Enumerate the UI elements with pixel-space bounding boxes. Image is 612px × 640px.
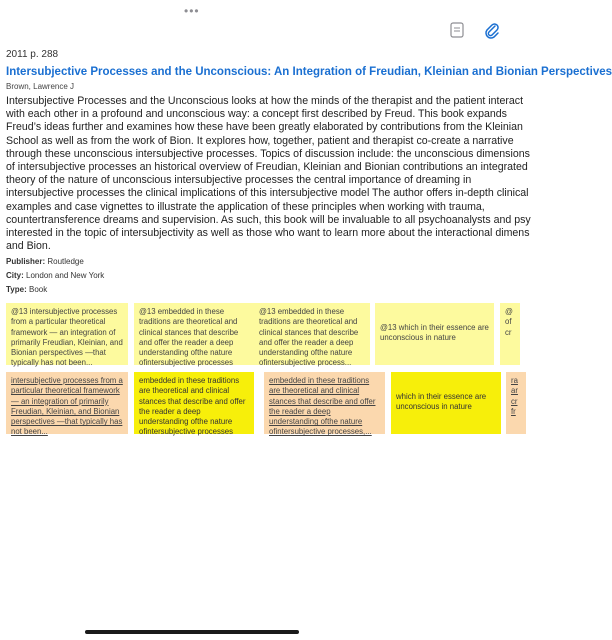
entry-author: Brown, Lawrence J bbox=[6, 82, 75, 91]
abstract-line: School as well as from the work of Bion. It explores how, together, patient and therapist co-create a narrative bbox=[6, 134, 514, 147]
paperclip-icon[interactable] bbox=[484, 22, 500, 45]
type-value: Book bbox=[28, 285, 48, 294]
abstract-line: Intersubjective Processes and the Unconscious looks at how the minds of the therapist and the patient interact bbox=[6, 95, 524, 107]
year-pages: 2011 p. 288 bbox=[6, 49, 59, 60]
abstract-line: through these unconscious intersubjective processes. Topics of discussion include: the unconscious dimensions bbox=[6, 147, 530, 160]
abstract-line: intersubjective processes the clinical implications of this intersubjective model The author offers in-depth clinical bbox=[6, 187, 529, 200]
highlight-card[interactable]: embedded in these traditions are theoretical and clinical stances that describe and offer the reader a deep understanding ofthe nature ofintersubjective processes,... bbox=[264, 372, 385, 434]
annotation-card[interactable]: @ of cr bbox=[500, 303, 520, 365]
abstract-line: with each other in a profound and unconscious way: a concept first described by Freud. This book expands bbox=[6, 108, 507, 121]
abstract-line: Freud’s ideas further and examines how these have been greatly elaborated by contributions from the Kleinian bbox=[6, 121, 523, 134]
highlight-card[interactable]: intersubjective processes from a particular theoretical framework — an integration of primarily Freudian, Kleinian, and Bionian perspectives —that typically has not been... bbox=[6, 372, 128, 434]
abstract-line: interested in the topic of intersubjectivity as well as those who want to learn more about the interactional dimens bbox=[6, 227, 530, 240]
note-icon[interactable] bbox=[450, 22, 464, 43]
highlight-card[interactable]: embedded in these traditions are theoretical and clinical stances that describe and offer the reader a deep understanding ofthe nature ofintersubjective processes bbox=[134, 372, 254, 434]
city-label: City: bbox=[6, 271, 24, 280]
city-value: London and New York bbox=[26, 271, 105, 280]
highlight-card[interactable]: ra ar cr fr bbox=[506, 372, 526, 434]
annotation-cards-row bbox=[6, 303, 512, 373]
highlight-card[interactable]: which in their essence are unconscious in nature bbox=[391, 372, 501, 434]
type-label: Type: bbox=[6, 285, 27, 294]
annotation-card[interactable]: @13 which in their essence are unconscious in nature bbox=[375, 303, 494, 365]
entry-title[interactable]: Intersubjective Processes and the Unconscious: An Integration of Freudian, Kleinian and Bionian Perspectives bbox=[6, 66, 612, 78]
more-dots[interactable]: ••• bbox=[184, 4, 200, 18]
publisher-value: Routledge bbox=[47, 257, 84, 266]
annotation-card[interactable]: @13 embedded in these traditions are theoretical and clinical stances that describe and offer the reader a deep understanding ofthe nature ofintersubjective process... bbox=[254, 303, 370, 365]
abstract-line: and Bion. bbox=[6, 240, 51, 253]
type-row bbox=[6, 285, 47, 294]
annotation-card[interactable]: @13 intersubjective processes from a particular theoretical framework — an integration of primarily Freudian, Kleinian, and Bionian perspectives —that typically has not been... bbox=[6, 303, 128, 365]
highlight-cards-row bbox=[6, 372, 518, 442]
city-row bbox=[6, 271, 104, 280]
abstract-line: theory of the nature of unconscious intersubjective processes the central importance of dreaming in bbox=[6, 174, 472, 187]
abstract bbox=[6, 95, 531, 253]
abstract-line: of intersubjective processes an historical overview of Freudian, Kleinian and Bionian contributions an integrated bbox=[6, 161, 528, 174]
publisher-label: Publisher: bbox=[6, 257, 46, 266]
abstract-line: examples and case vignettes to illustrate the application of these principles when working with trauma, bbox=[6, 200, 485, 213]
publisher-row bbox=[6, 257, 84, 266]
annotation-card[interactable]: @13 embedded in these traditions are theoretical and clinical stances that describe and offer the reader a deep understanding ofthe nature ofintersubjective processes bbox=[134, 303, 254, 365]
abstract-line: countertransference dreams and supervision. As such, this book will be invaluable to all psychoanalysts and psy bbox=[6, 213, 531, 226]
home-indicator[interactable] bbox=[85, 630, 299, 634]
